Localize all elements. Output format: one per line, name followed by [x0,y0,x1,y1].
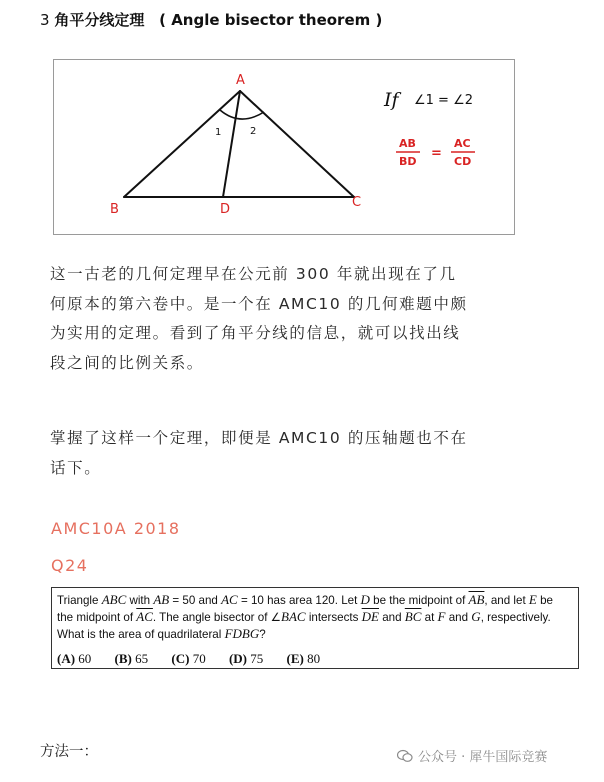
mastery-paragraph [50,424,530,483]
section-heading [40,9,382,30]
watermark-text: 公众号 · 犀牛国际竞赛 [418,750,548,765]
note-condition: ∠1 = ∠2 [414,93,474,108]
vertex-b: B [110,202,119,217]
watermark [397,746,547,765]
vertex-c: C [352,195,362,210]
choice-b: (B) 65 [114,650,149,666]
choice-e: (E) 80 [286,650,321,666]
method-heading: 方法一： [40,744,98,760]
section-title: 角平分线定理 [54,11,145,29]
section-title-english: ( Angle bisector theorem ) [159,11,383,29]
fraction-left-den: BD [399,155,417,168]
paragraph-line: 何原本的第六卷中。是一个在 AMC10 的几何难题中颇 [50,294,468,313]
triangle-diagram [54,60,514,234]
answer-choices [57,651,572,667]
fraction-left-num: AB [399,137,416,150]
history-paragraph [50,260,530,378]
fraction-right-num: AC [454,137,471,150]
contest-label: AMC10A 2018 [51,519,181,538]
note-if: If [384,89,399,111]
choice-a: (A) 60 [57,650,92,666]
paragraph-line: 话下。 [50,458,102,477]
angle-mark-1: 1 [215,127,222,138]
side-ac [240,91,354,197]
side-ab [124,91,240,197]
theorem-figure [53,59,515,235]
section-number: 3 [40,11,50,29]
angle-arc [220,110,264,119]
bisector-ad [223,91,240,197]
fraction-equals: = [431,146,442,161]
wechat-icon [397,749,413,763]
question-label: Q24 [51,556,89,575]
problem-statement: Triangle ABC with AB = 50 and AC = 10 has area 120. Let D be the midpoint of $\overline{AB}$, and let E be the midpoint of $\overline{AC}$. The angle bisector of ∠BAC intersects $\overline{DE}$ and $\overline{BC}$ at F and G, respectively. What is the area of quadrilateral FDBG? [57,592,553,642]
paragraph-line: 这一古老的几何定理早在公元前 300 年就出现在了几 [50,265,457,283]
fraction-right-den: CD [454,155,472,168]
paragraph-line: 掌握了这样一个定理，即便是 AMC10 的压轴题也不在 [50,429,468,447]
choice-d: (D) 75 [228,650,264,666]
choice-c: (C) 70 [171,650,206,666]
paragraph-line: 为实用的定理。看到了角平分线的信息，就可以找出线 [50,324,461,342]
problem-box [51,587,579,669]
vertex-a: A [236,73,245,88]
paragraph-line: 段之间的比例关系。 [50,353,204,372]
vertex-d: D [220,202,231,217]
angle-mark-2: 2 [250,126,257,137]
